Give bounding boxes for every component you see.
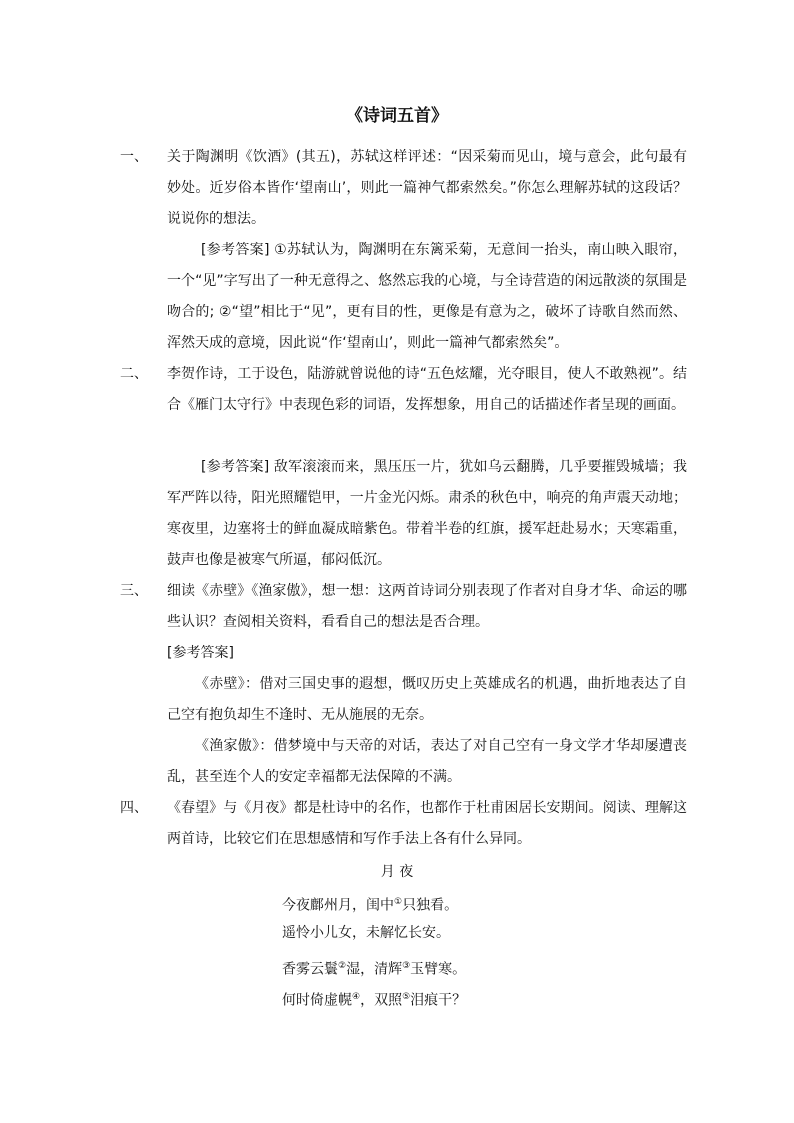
poem-line-2: 遥怜小儿女，未解忆长安。 xyxy=(282,925,450,941)
footnote-marker: ② xyxy=(338,961,347,971)
footnote-marker: ③ xyxy=(402,961,411,971)
question-3-answer-yujiaao: 《渔家傲》：借梦境中与天帝的对话，表达了对自己空有一身文学才华却屡遭丧乱，甚至连个人的安定幸福都无法保障的不满。 xyxy=(167,738,687,785)
question-1-answer: [参考答案] ①苏轼认为，陶渊明在东篱采菊，无意间一抬头，南山映入眼帘，一个“见”字写出了一种无意得之、悠然忘我的心境，与全诗营造的闲远散淡的氛围是吻合的; ②“望”相比于“见”，更有目的性，更像是有意为之，破坏了诗歌自然而然、浑然天成的意境，因此说“作‘望南山’，则此一篇神气都索然矣”。 xyxy=(167,242,687,351)
question-2-answer: [参考答案] 敌军滚滚而来，黑压压一片，犹如乌云翻腾，几乎要摧毁城墙；我军严阵以待，阳光照耀铠甲，一片金光闪烁。肃杀的秋色中，响亮的角声震天动地；寒夜里，边塞将士的鲜血凝成暗紫色。带着半卷的红旗，援军赶赴易水；天寒霜重，鼓声也像是被寒气所逼，郁闷低沉。 xyxy=(167,459,687,568)
footnote-marker: ④ xyxy=(352,992,361,1002)
question-3-answer-label: [参考答案] xyxy=(167,645,234,661)
question-4-text: 《春望》与《月夜》都是杜诗中的名作，也都作于杜甫困居长安期间。阅读、理解这两首诗，比较它们在思想感情和写作手法上各有什么异同。 xyxy=(167,800,687,847)
document-title: 《诗词五首》 xyxy=(346,106,448,126)
poem-title: 月 夜 xyxy=(380,864,414,880)
question-1-number: 一、 xyxy=(120,149,148,165)
question-3-number: 三、 xyxy=(120,583,148,599)
poem-line-4: 何时倚虚幌④，双照⑤泪痕干？ xyxy=(282,992,467,1009)
question-4-number: 四、 xyxy=(120,800,148,816)
question-2-number: 二、 xyxy=(120,366,148,382)
question-3-answer-chibi: 《赤壁》：借对三国史事的遐想，慨叹历史上英雄成名的机遇，曲折地表达了自己空有抱负却生不逢时、无从施展的无奈。 xyxy=(167,676,687,723)
poem-line-1: 今夜鄜州月，闺中①只独看。 xyxy=(282,897,459,914)
question-3-text: 细读《赤壁》《渔家傲》，想一想：这两首诗词分别表现了作者对自身才华、命运的哪些认识？查阅相关资料，看看自己的想法是否合理。 xyxy=(167,583,687,630)
question-2-text: 李贺作诗，工于设色，陆游就曾说他的诗“五色炫耀，光夺眼目，使人不敢熟视”。结合《雁门太守行》中表现色彩的词语，发挥想象，用自己的话描述作者呈现的画面。 xyxy=(167,366,687,413)
question-1-text: 关于陶渊明《饮酒》(其五)，苏轼这样评述：“因采菊而见山，境与意会，此句最有妙处。近岁俗本皆作‘望南山’，则此一篇神气都索然矣。”你怎么理解苏轼的这段话？说说你的想法。 xyxy=(167,149,687,227)
footnote-marker: ⑤ xyxy=(402,992,411,1002)
footnote-marker: ① xyxy=(394,897,403,907)
poem-line-3: 香雾云鬟②湿，清辉③玉臂寒。 xyxy=(282,961,467,978)
